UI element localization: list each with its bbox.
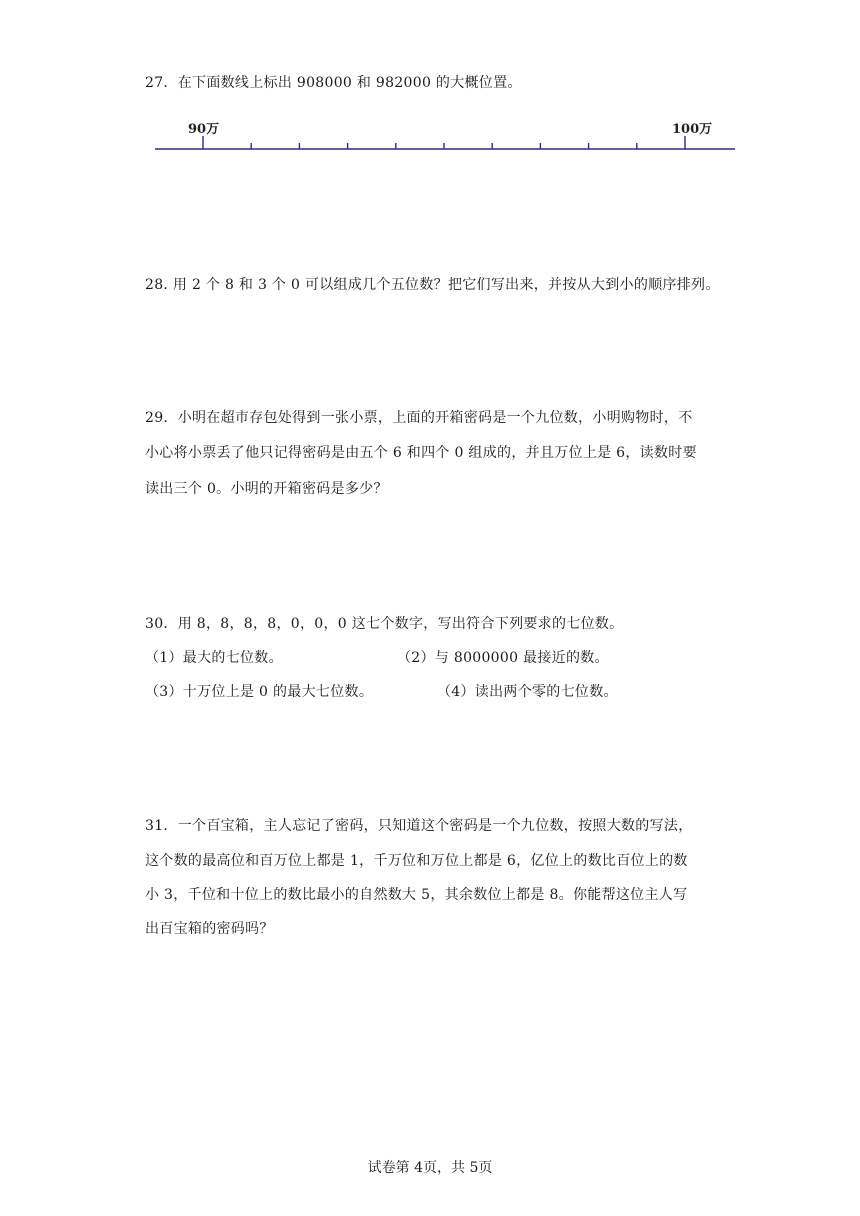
number-line-label-right: 100万: [672, 122, 713, 137]
question-31-line-2: 这个数的最高位和百万位上都是 1，千万位和万位上都是 6，亿位上的数比百位上的数: [145, 853, 688, 869]
question-29-line-3: 读出三个 0。小明的开箱密码是多少？: [145, 481, 388, 497]
question-30-item-3: （3）十万位上是 0 的最大七位数。: [145, 684, 374, 700]
question-30-item-4: （4）读出两个零的七位数。: [437, 684, 618, 700]
question-30-item-2: （2）与 8000000 最接近的数。: [397, 650, 609, 666]
question-29-line-2: 小心将小票丢了他只记得密码是由五个 6 和四个 0 组成的，并且万位上是 6，读数时要: [145, 445, 697, 461]
question-31-line-4: 出百宝箱的密码吗？: [145, 921, 274, 937]
question-28-text: 28. 用 2 个 8 和 3 个 0 可以组成几个五位数？把它们写出来，并按从大到小的顺序排列。: [145, 277, 720, 293]
question-31-line-1: 31．一个百宝箱，主人忘记了密码，只知道这个密码是一个九位数，按照大数的写法，: [145, 818, 693, 834]
number-line-label-left: 90万: [188, 122, 220, 137]
question-29-line-1: 29．小明在超市存包处得到一张小票，上面的开箱密码是一个九位数，小明购物时，不: [145, 410, 693, 426]
question-27-text: 27．在下面数线上标出 908000 和 982000 的大概位置。: [145, 75, 522, 91]
question-30-item-1: （1）最大的七位数。: [145, 650, 283, 666]
number-line: [150, 115, 740, 160]
question-30-text: 30．用 8，8，8，8，0，0，0 这七个数字，写出符合下列要求的七位数。: [145, 616, 624, 632]
question-31-line-3: 小 3，千位和十位上的数比最小的自然数大 5，其余数位上都是 8。你能帮这位主人写: [145, 887, 688, 903]
number-line-ticks: [203, 136, 685, 149]
page-footer: 试卷第 4页，共 5页: [367, 1160, 493, 1176]
